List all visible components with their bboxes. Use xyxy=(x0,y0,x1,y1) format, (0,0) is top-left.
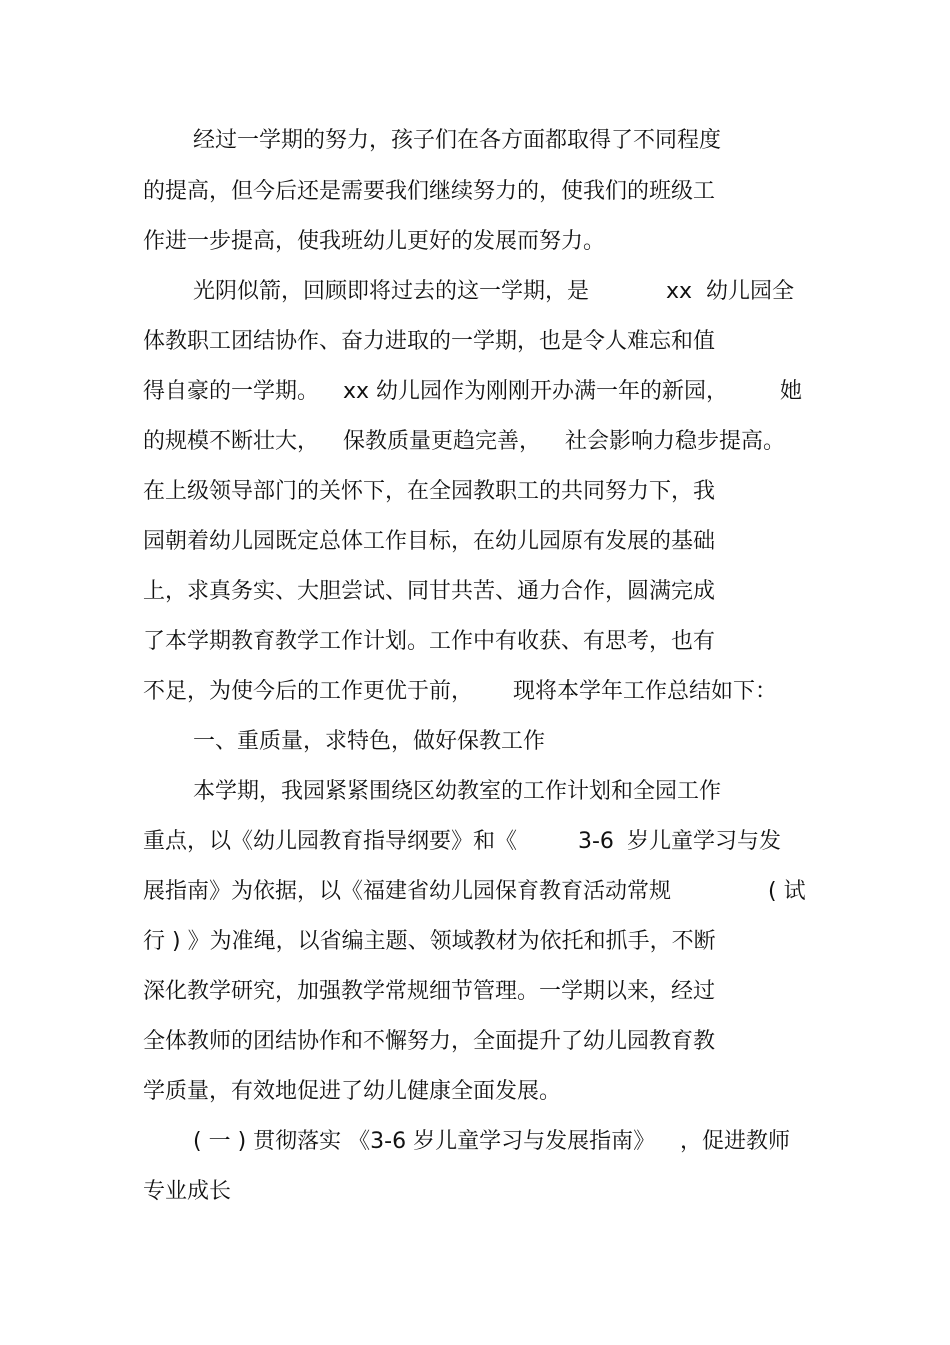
paragraph-2-line-1-c: 幼儿园全 xyxy=(706,279,795,304)
paragraph-2-line-9-a: 不足，为使今后的工作更优于前， xyxy=(143,679,474,704)
paragraph-2-line-1-a: 光阴似箭，回顾即将过去的这一学期，是 xyxy=(193,279,590,304)
paragraph-3-line-2-c: 岁儿童学习与发 xyxy=(627,829,782,854)
paragraph-2-line-4-a: 的规模不断壮大， xyxy=(143,429,320,454)
paragraph-2-line-5: 在上级领导部门的关怀下，在全园教职工的共同努力下，我 xyxy=(143,479,716,504)
paragraph-2-line-3-c: 她 xyxy=(780,379,803,404)
paragraph-3-line-1: 本学期，我园紧紧围绕区幼教室的工作计划和全园工作 xyxy=(193,779,722,804)
subsection-heading-1-line-2: 专业成长 xyxy=(143,1179,232,1204)
paragraph-3-line-6: 全体教师的团结协作和不懈努力，全面提升了幼儿园教育教 xyxy=(143,1029,716,1054)
paragraph-3-line-5: 深化教学研究，加强教学常规细节管理。一学期以来，经过 xyxy=(143,979,716,1004)
paragraph-2-line-9-b: 现将本学年工作总结如下： xyxy=(513,679,778,704)
paragraph-2-line-7: 上，求真务实、大胆尝试、同甘共苦、通力合作，圆满完成 xyxy=(143,579,716,604)
paragraph-2-line-6: 园朝着幼儿园既定总体工作目标，在幼儿园原有发展的基础 xyxy=(143,529,716,554)
paragraph-2-line-3-b: xx 幼儿园作为刚刚开办满一年的新园， xyxy=(343,379,729,404)
paragraph-3-line-2-b: 3-6 xyxy=(578,829,614,854)
paragraph-3-line-2-a: 重点，以《幼儿园教育指导纲要》和《 xyxy=(143,829,518,854)
paragraph-3-line-4: 行 ) 》为准绳，以省编主题、领域教材为依托和抓手，不断 xyxy=(143,929,716,954)
paragraph-2-line-4-b: 保教质量更趋完善， xyxy=(343,429,542,454)
paragraph-1-line-1: 经过一学期的努力，孩子们在各方面都取得了不同程度 xyxy=(193,128,722,153)
paragraph-2-line-8: 了本学期教育教学工作计划。工作中有收获、有思考，也有 xyxy=(143,629,716,654)
section-heading-1: 一、重质量，求特色，做好保教工作 xyxy=(193,729,546,754)
paragraph-3-line-7: 学质量，有效地促进了幼儿健康全面发展。 xyxy=(143,1079,562,1104)
subsection-heading-1-b: ，促进教师 xyxy=(680,1129,791,1154)
paragraph-2-line-3-a: 得自豪的一学期。 xyxy=(143,379,320,404)
paragraph-2-line-2: 体教职工团结协作、奋力进取的一学期，也是令人难忘和值 xyxy=(143,329,716,354)
paragraph-3-line-3-a: 展指南》为依据，以《福建省幼儿园保育教育活动常规 xyxy=(143,879,672,904)
paragraph-1-line-2: 的提高，但今后还是需要我们继续努力的，使我们的班级工 xyxy=(143,179,716,204)
subsection-heading-1-a: ( 一 ) 贯彻落实 《3-6 岁儿童学习与发展指南》 xyxy=(193,1129,656,1154)
paragraph-2-line-4-c: 社会影响力稳步提高。 xyxy=(565,429,786,454)
paragraph-1-line-3: 作进一步提高，使我班幼儿更好的发展而努力。 xyxy=(143,229,606,254)
paragraph-3-line-3-b: ( 试 xyxy=(768,879,806,904)
paragraph-2-line-1-b: xx xyxy=(666,279,693,304)
